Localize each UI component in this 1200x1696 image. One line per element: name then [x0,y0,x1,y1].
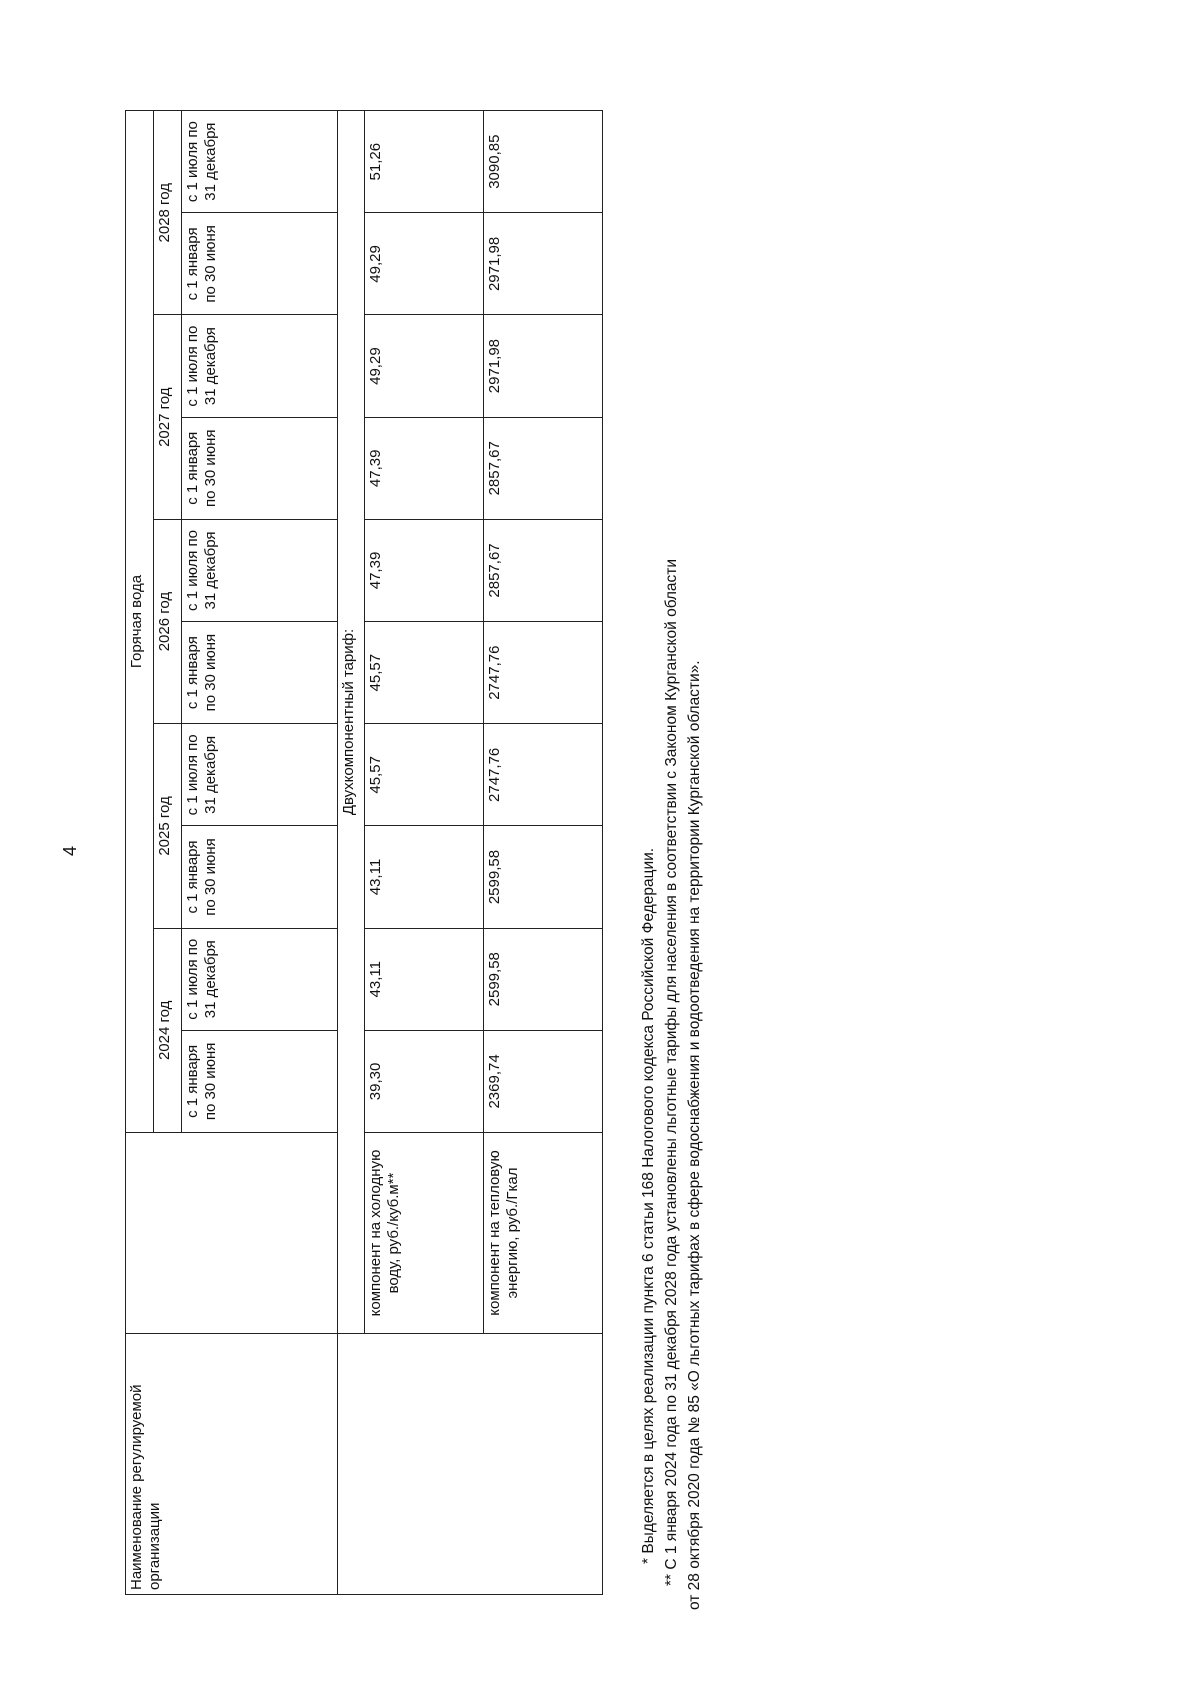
value-cell: 43,11 [365,826,484,928]
period-first-half: с 1 января по 30 июня [182,622,338,724]
org-name-cell [337,1334,602,1595]
org-header: Наименование регулируемой организации [126,1334,338,1595]
page-number: 4 [60,846,80,857]
value-cell: 45,57 [365,724,484,826]
footnote-preferential-line1: ** С 1 января 2024 года по 31 декабря 2028 года установлены льготные тарифы для населения в соответствии с Законом Курганской области [663,558,680,1586]
value-cell: 2971,98 [483,315,602,417]
value-cell: 49,29 [365,315,484,417]
hot-water-header: Горячая вода [126,111,154,1133]
period-first-half: с 1 января по 30 июня [182,417,338,519]
value-cell: 47,39 [365,519,484,621]
section-title: Двухкомпонентный тариф: [337,111,364,1334]
tariff-table [125,110,603,1595]
value-cell: 43,11 [365,928,484,1030]
value-cell: 2599,58 [483,826,602,928]
period-second-half: с 1 июля по 31 декабря [182,928,338,1030]
empty-header-cell [126,1133,338,1334]
value-cell: 49,29 [365,213,484,315]
period-second-half: с 1 июля по 31 декабря [182,315,338,417]
tariff-table-container [125,110,603,1595]
value-cell: 2369,74 [483,1030,602,1132]
value-cell: 51,26 [365,111,484,213]
value-cell: 45,57 [365,622,484,724]
value-cell: 2599,58 [483,928,602,1030]
period-second-half: с 1 июля по 31 декабря [182,111,338,213]
period-second-half: с 1 июля по 31 декабря [182,724,338,826]
period-second-half: с 1 июля по 31 декабря [182,519,338,621]
year-2027-header: 2027 год [154,315,182,519]
footnote-preferential-line2: от 28 октября 2020 года № 85 «О льготных тарифах в сфере водоснабжения и водоотведения на территории Курганской области». [686,660,703,1610]
period-first-half: с 1 января по 30 июня [182,213,338,315]
value-cell: 47,39 [365,417,484,519]
year-2028-header: 2028 год [154,111,182,316]
value-cell: 2747,76 [483,724,602,826]
footnote-vat: * Выделяется в целях реализации пункта 6 статьи 168 Налогового кодекса Российской Федерации. [640,847,657,1564]
row-label-cold-water: компонент на холодную воду, руб./куб.м** [365,1133,484,1334]
value-cell: 2971,98 [483,213,602,315]
year-2026-header: 2026 год [154,519,182,723]
value-cell: 2747,76 [483,622,602,724]
footnotes [637,130,706,1610]
year-2025-header: 2025 год [154,724,182,928]
year-2024-header: 2024 год [154,928,182,1132]
value-cell: 39,30 [365,1030,484,1132]
row-label-heat-energy: компонент на тепловую энергию, руб./Гкал [483,1133,602,1334]
period-first-half: с 1 января по 30 июня [182,826,338,928]
value-cell: 2857,67 [483,417,602,519]
period-first-half: с 1 января по 30 июня [182,1030,338,1132]
value-cell: 3090,85 [483,111,602,213]
value-cell: 2857,67 [483,519,602,621]
